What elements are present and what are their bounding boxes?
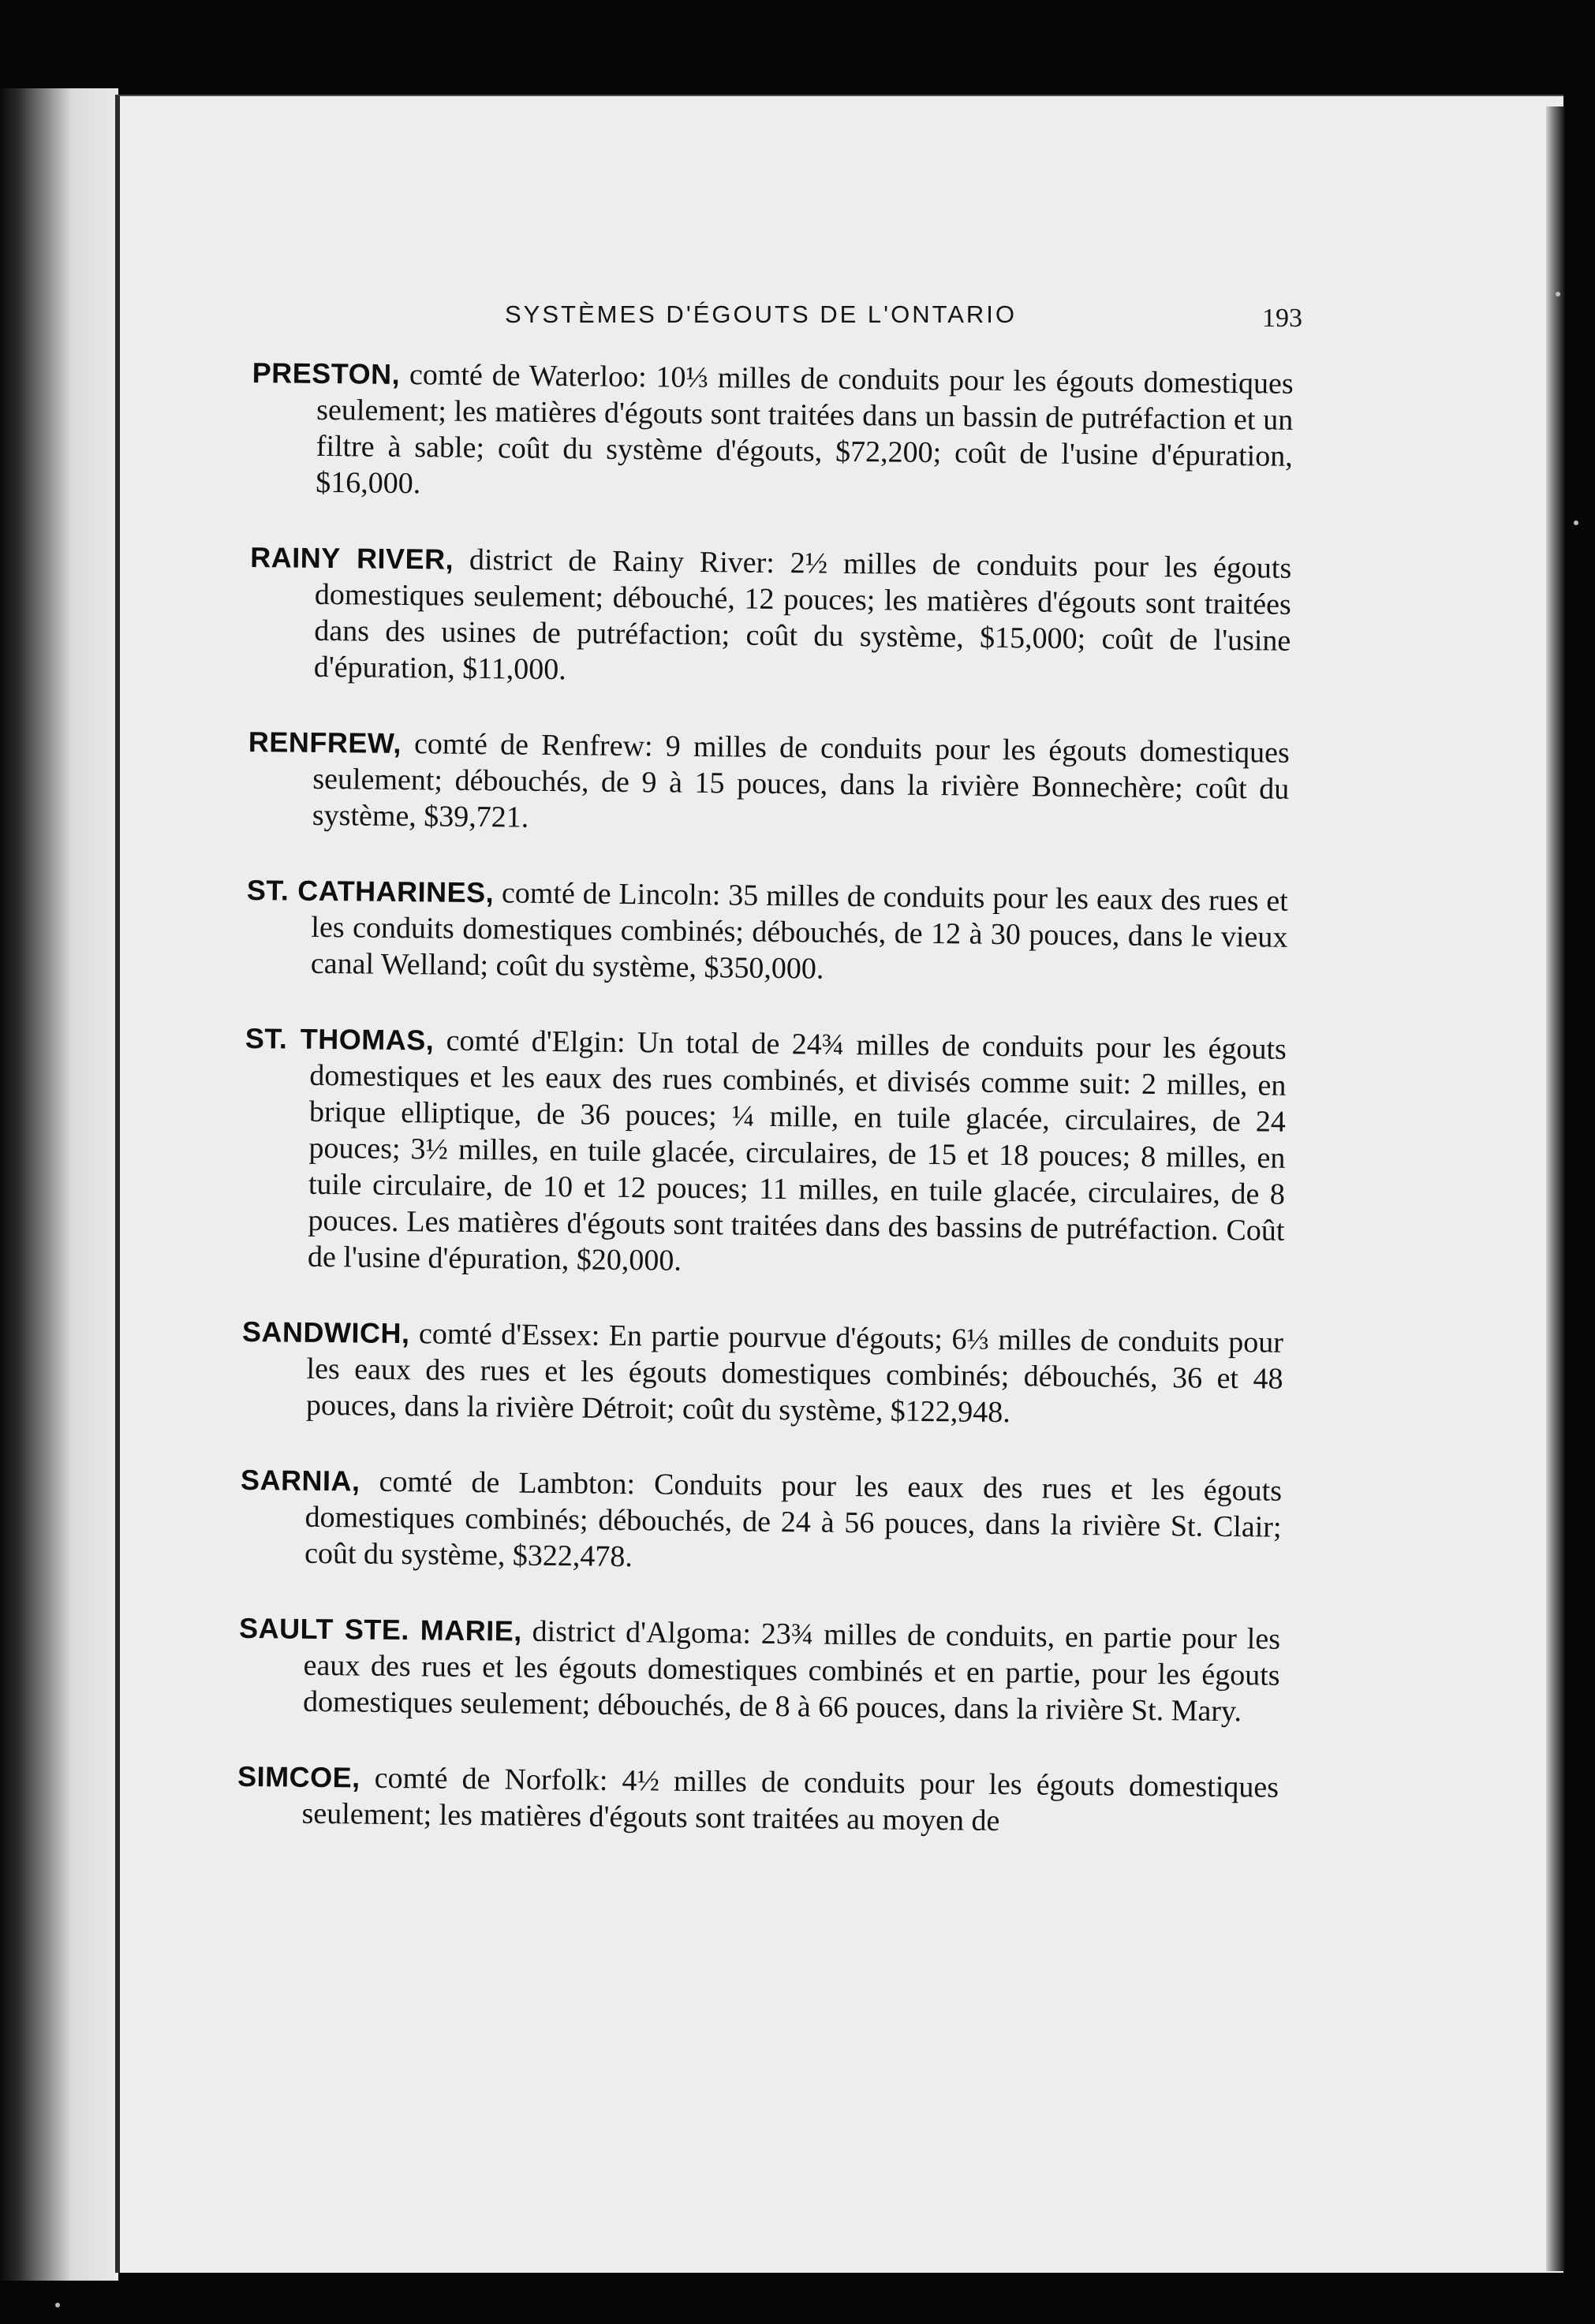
entry-place-name: SIMCOE,: [237, 1759, 360, 1794]
entry-text: comté d'Essex: En partie pourvue d'égouts; 6⅓ milles de conduits pour les eaux des rues et les égouts domestiques combinés; débouchés, 36 et 48 pouces, dans la rivière Détroit; coût du système, $122,948.: [305, 1317, 1284, 1430]
entry-simcoe: [237, 1759, 1279, 1842]
entry-place-name: PRESTON,: [252, 356, 401, 390]
entry-place-name: SANDWICH,: [241, 1315, 410, 1350]
page-speck: [1574, 520, 1578, 525]
entry-text: comté de Waterloo: 10⅓ milles de conduits pour les égouts domestiques seulement; les matières d'égouts sont traitées dans un bassin de putréfaction et un filtre à sable; coût du système d'égouts, $72,200; coût de l'usine d'épuration, $16,000.: [316, 357, 1294, 501]
entry-st-thomas: [243, 1020, 1287, 1285]
directory-entries: [237, 355, 1294, 1882]
entry-preston: [251, 355, 1294, 511]
entry-renfrew: [248, 724, 1290, 844]
entry-place-name: RAINY RIVER,: [250, 540, 454, 576]
facing-page-edge: [0, 88, 118, 2281]
entry-text: comté de Lambton: Conduits pour les eaux des rues et les égouts domestiques combinés; débouchés, de 24 à 56 pouces, dans la rivière St. Clair; coût du système, $322,478.: [304, 1464, 1283, 1574]
entry-st-catharines: [246, 872, 1288, 992]
entry-text: comté d'Elgin: Un total de 24¾ milles de conduits pour les égouts domestiques et les eaux des rues combinés, et divisés comme suit: 2 milles, en brique elliptique, de 36 pouces; ¼ mille, en tuile glacée, circulaires, de 24 pouces; 3½ milles, en tuile glacée, circulaires, de 15 et 18 pouces; 8 milles, en tuile circulaire, de 10 et 12 pouces; 11 milles, en tuile glacée, circulaires, de 8 pouces. Les matières d'égouts sont traitées dans des bassins de putréfaction. Coût de l'usine d'épuration, $20,000.: [307, 1024, 1287, 1278]
entry-text: district d'Algoma: 23¾ milles de conduits, en partie pour les eaux des rues et les égouts domestiques combinés et en partie, pour les égouts domestiques seulement; débouchés, de 8 à 66 pouces, dans la rivière St. Mary.: [302, 1614, 1281, 1729]
entry-place-name: RENFREW,: [248, 725, 402, 760]
entry-text: district de Rainy River: 2½ milles de conduits pour les égouts domestiques seulement; débouché, 12 pouces; les matières d'égouts sont traitées dans des usines de putréfaction; coût du système, $15,000; coût de l'usine d'épuration, $11,000.: [313, 543, 1292, 687]
page-speck: [55, 2303, 60, 2307]
running-head: [0, 296, 1595, 335]
entry-place-name: SARNIA,: [240, 1463, 360, 1498]
entry-sandwich: [241, 1314, 1283, 1434]
entry-text: comté de Norfolk: 4½ milles de conduits pour les égouts domestiques seulement; les matières d'égouts sont traitées au moyen de: [301, 1761, 1279, 1838]
page-number: 193: [1262, 304, 1302, 333]
entry-place-name: ST. CATHARINES,: [246, 873, 495, 909]
entry-place-name: ST. THOMAS,: [245, 1021, 435, 1057]
entry-rainy-river: [249, 539, 1292, 696]
entry-text: comté de Lincoln: 35 milles de conduits pour les eaux des rues et les conduits domestiques combinés; débouchés, de 12 à 30 pouces, dans le vieux canal Welland; coût du système, $350,000.: [310, 876, 1289, 986]
entry-sarnia: [240, 1462, 1282, 1582]
running-title: SYSTÈMES D'ÉGOUTS DE L'ONTARIO: [505, 300, 1018, 328]
entry-sault-ste-marie: [238, 1610, 1280, 1730]
page-right-edge: [1546, 106, 1565, 2271]
entry-place-name: SAULT STE. MARIE,: [238, 1611, 522, 1647]
entry-text: comté de Renfrew: 9 milles de conduits pour les égouts domestiques seulement; débouchés, de 9 à 15 pouces, dans la rivière Bonnechère; coût du système, $39,721.: [312, 727, 1291, 834]
